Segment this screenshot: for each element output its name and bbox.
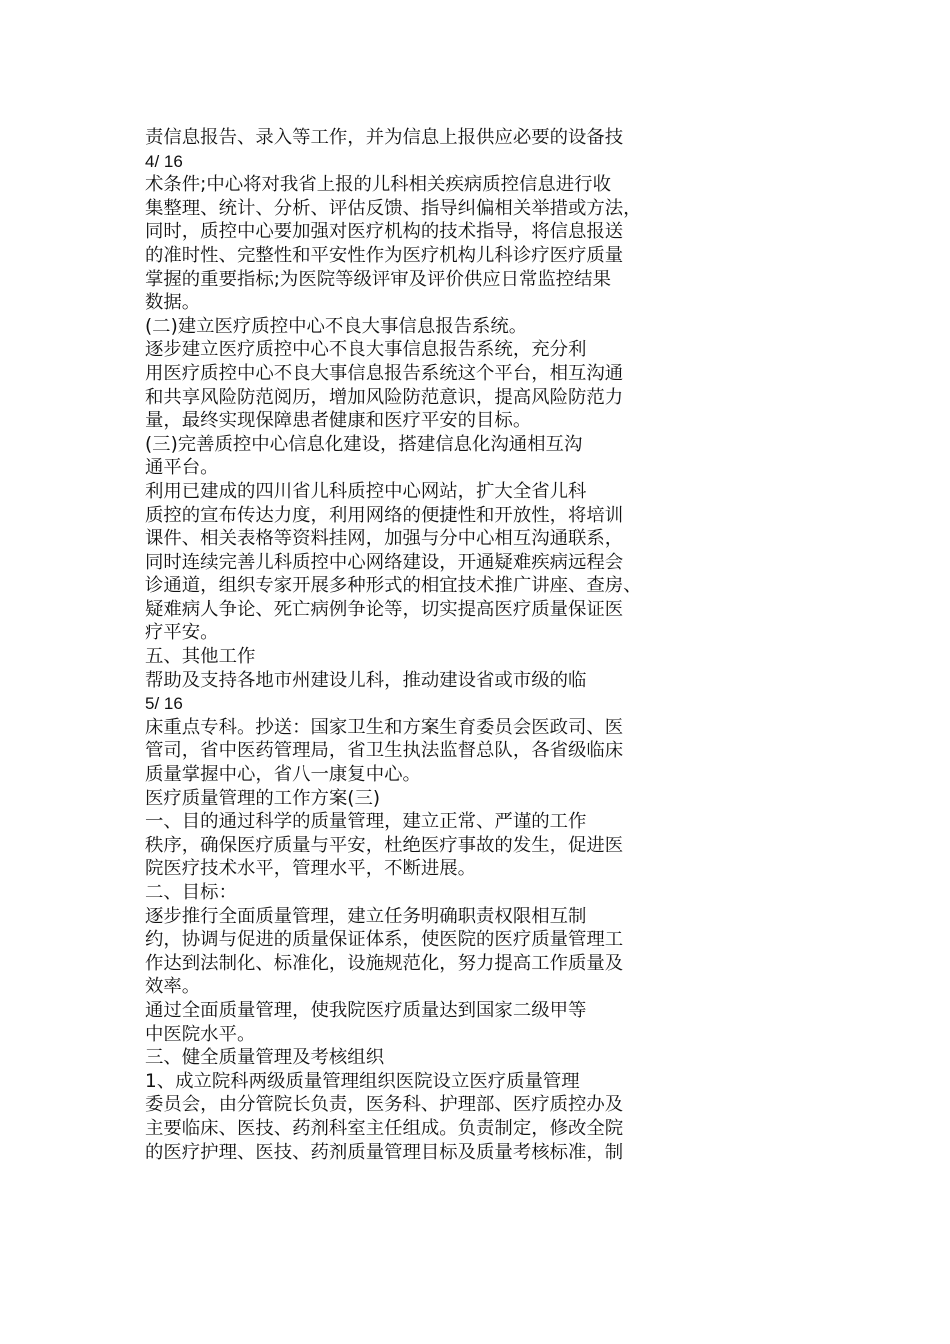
text-line: 约，协调与促进的质量保证体系，使医院的医疗质量管理工 [145, 929, 624, 951]
text-line: 数据。 [145, 292, 201, 314]
text-line: 逐步建立医疗质控中心不良大事信息报告系统，充分利 [145, 339, 587, 361]
text-line: 管司，省中医药管理局，省卫生执法监督总队，各省级临床 [145, 740, 624, 762]
text-line: 同时，质控中心要加强对医疗机构的技术指导，将信息报送 [145, 221, 624, 243]
section-heading: 五、其他工作 [145, 646, 256, 668]
page-number: 4/ 16 [145, 151, 183, 171]
text-line: 通过全面质量管理，使我院医疗质量达到国家二级甲等 [145, 999, 587, 1021]
document-title: 医疗质量管理的工作方案(三) [145, 787, 381, 809]
document-page [145, 126, 665, 1164]
section-heading: 三、健全质量管理及考核组织 [145, 1047, 385, 1069]
text-line: 诊通道，组织专家开展多种形式的相宜技术推广讲座、查房、 [145, 575, 642, 597]
text-line: 中医院水平。 [145, 1023, 256, 1045]
text-line: 利用已建成的四川省儿科质控中心网站，扩大全省儿科 [145, 480, 587, 502]
text-line: 和共享风险防范阅历，增加风险防范意识，提高风险防范力 [145, 386, 624, 408]
text-line: 效率。 [145, 976, 201, 998]
text-line: 掌握的重要指标;为医院等级评审及评价供应日常监控结果 [145, 268, 611, 290]
text-line: 帮助及支持各地市州建设儿科，推动建设省或市级的临 [145, 669, 587, 691]
text-line: 课件、相关表格等资料挂网，加强与分中心相互沟通联系， [145, 528, 624, 550]
page-number: 5/ 16 [145, 694, 183, 714]
text-line: 主要临床、医技、药剂科室主任组成。负责制定，修改全院 [145, 1117, 624, 1139]
text-line: 的医疗护理、医技、药剂质量管理目标及质量考核标准，制 [145, 1141, 624, 1163]
text-line: 量，最终实现保障患者健康和医疗平安的目标。 [145, 410, 532, 432]
text-line: 责信息报告、录入等工作，并为信息上报供应必要的设备技 [145, 127, 624, 148]
section-heading: 二、目标： [145, 882, 237, 903]
text-line: 床重点专科。抄送：国家卫生和方案生育委员会医政司、医 [145, 716, 624, 738]
text-line: 质量掌握中心，省八一康复中心。 [145, 764, 421, 786]
text-line: 质控的宣布传达力度，利用网络的便捷性和开放性，将培训 [145, 504, 624, 526]
text-line: 通平台。 [145, 457, 219, 479]
text-line: 用医疗质控中心不良大事信息报告系统这个平台，相互沟通 [145, 362, 624, 384]
text-line: 术条件;中心将对我省上报的儿科相关疾病质控信息进行收 [145, 174, 611, 196]
text-line: 的准时性、完整性和平安性作为医疗机构儿科诊疗医疗质量 [145, 244, 624, 266]
text-line: 1、成立院科两级质量管理组织医院设立医疗质量管理 [145, 1070, 580, 1092]
section-heading: (三)完善质控中心信息化建设，搭建信息化沟通相互沟 [145, 433, 583, 455]
text-line: 逐步推行全面质量管理，建立任务明确职责权限相互制 [145, 905, 587, 927]
text-line: 秩序，确保医疗质量与平安，杜绝医疗事故的发生，促进医 [145, 834, 624, 856]
section-heading: (二)建立医疗质控中心不良大事信息报告系统。 [145, 315, 528, 337]
text-line: 集整理、统计、分析、评估反馈、指导纠偏相关举措或方法， [145, 197, 642, 219]
text-line: 疗平安。 [145, 622, 219, 644]
text-line: 作达到法制化、标准化，设施规范化，努力提高工作质量及 [145, 952, 624, 974]
text-line: 疑难病人争论、死亡病例争论等，切实提高医疗质量保证医 [145, 598, 624, 620]
text-line: 院医疗技术水平，管理水平，不断进展。 [145, 858, 477, 880]
text-line: 同时连续完善儿科质控中心网络建设，开通疑难疾病远程会 [145, 551, 624, 573]
text-line: 委员会，由分管院长负责，医务科、护理部、医疗质控办及 [145, 1094, 624, 1116]
text-line: 一、目的通过科学的质量管理，建立正常、严谨的工作 [145, 811, 587, 833]
